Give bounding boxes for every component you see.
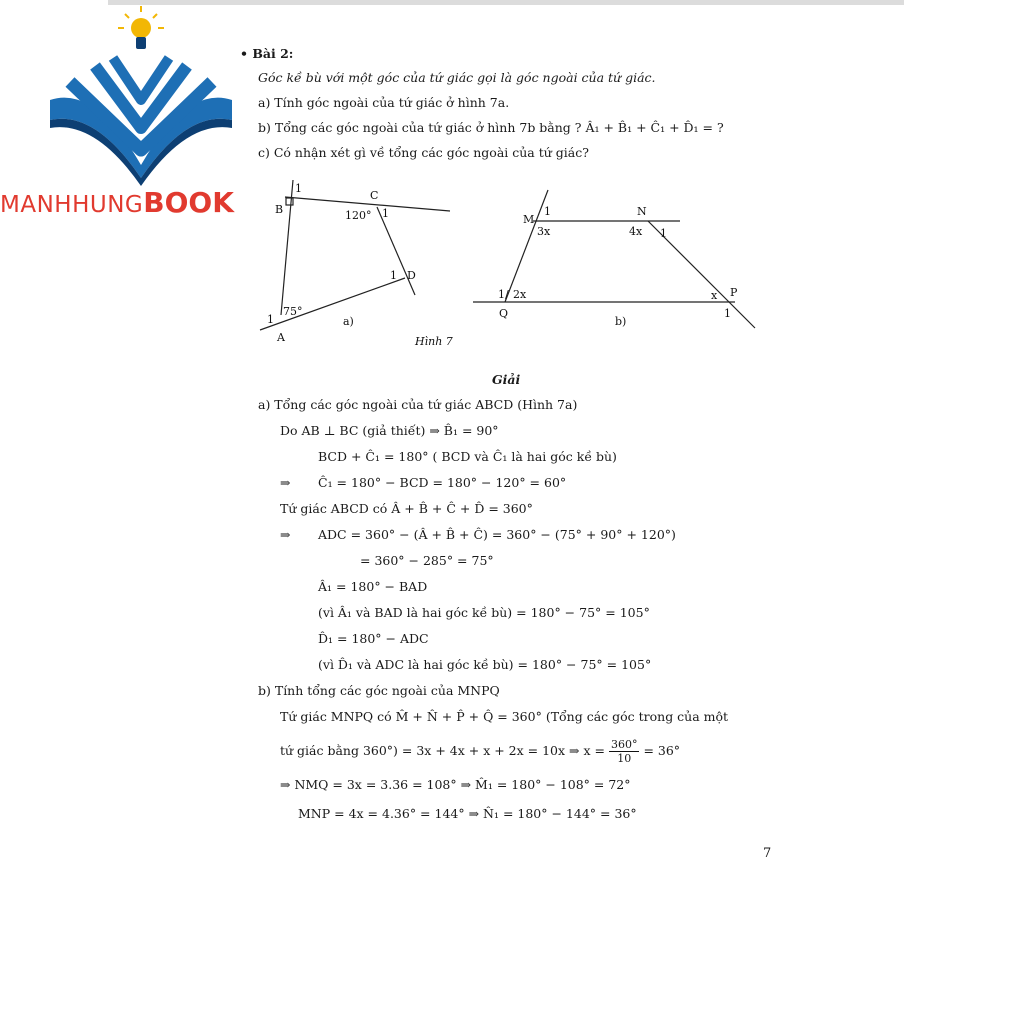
solution-b-line2: tứ giác bằng 360°) = 3x + 4x + x + 2x = 10x ⇒ x = $\frac{360^\circ}{10}$ = 36°: [280, 738, 681, 765]
label-n-one: 1: [660, 227, 667, 240]
open-book-icon: [50, 58, 232, 186]
label-n-angle: 4x: [629, 225, 643, 238]
exercise-intro: Góc kề bù với một góc của tứ giác gọi là góc ngoài của tứ giác.: [258, 70, 656, 85]
solution-heading: Giải: [492, 372, 521, 387]
figure-7: [255, 175, 765, 355]
solution-a-title: a) Tổng các góc ngoài của tứ giác ABCD (Hình 7a): [258, 397, 578, 412]
label-q-angle: 2x: [513, 288, 527, 301]
label-p-angle: x: [711, 289, 718, 302]
label-m-angle: 3x: [537, 225, 551, 238]
solution-a-line2: BCD + Ĉ₁ = 180° ( BCD và Ĉ₁ là hai góc kề bù): [318, 449, 617, 464]
label-m-one: 1: [544, 205, 551, 218]
solution-a-line8: (vì Â₁ và BAD là hai góc kề bù) = 180° − 75° = 105°: [318, 605, 650, 620]
label-q: Q: [499, 307, 509, 320]
figure-b-labels: [498, 205, 738, 328]
label-p: P: [730, 286, 738, 299]
label-b-one: 1: [295, 182, 302, 195]
lightbulb-icon: [118, 6, 164, 49]
solution-b-line4: MNP = 4x = 4.36° = 144° ⇒ N̂₁ = 180° − 144° = 36°: [298, 806, 637, 821]
figure-b-lines: [473, 190, 755, 328]
solution-a-line6: = 360° − 285° = 75°: [360, 553, 494, 568]
label-b: B: [275, 203, 284, 216]
solution-b-title: b) Tính tổng các góc ngoài của MNPQ: [258, 683, 500, 698]
label-c-one: 1: [382, 207, 389, 220]
label-c: C: [370, 189, 379, 202]
solution-a-line1: Do AB ⊥ BC (giả thiết) ⇒ B̂₁ = 90°: [280, 423, 499, 438]
solution-b-line3: ⇒ NMQ = 3x = 3.36 = 108° ⇒ M̂₁ = 180° − 108° = 72°: [280, 777, 631, 792]
label-p-one: 1: [724, 307, 731, 320]
caption-a: a): [343, 315, 354, 328]
brand-name: MANHHUNGBOOK: [0, 186, 234, 219]
solution-a-line4: Tứ giác ABCD có Â + B̂ + Ĉ + D̂ = 360°: [280, 501, 533, 516]
label-n: N: [637, 205, 647, 218]
question-b: b) Tổng các góc ngoài của tứ giác ở hình 7b bằng ? Â₁ + B̂₁ + Ĉ₁ + D̂₁ = ?: [258, 120, 724, 135]
label-m: M: [523, 213, 535, 226]
label-angle-a: 75°: [283, 305, 303, 318]
question-a: a) Tính góc ngoài của tứ giác ở hình 7a.: [258, 95, 510, 110]
label-q-one: 1/: [498, 288, 509, 301]
arrow: ⇒: [280, 475, 291, 490]
label-d-one: 1: [390, 269, 397, 282]
figure-caption: Hình 7: [415, 335, 453, 348]
solution-a-line7: Â₁ = 180° − BAD: [318, 579, 428, 594]
solution-a-line5: ADC = 360° − (Â + B̂ + Ĉ) = 360° − (75° + 90° + 120°): [318, 527, 676, 542]
exercise-title: • Bài 2:: [240, 46, 294, 61]
arrow: ⇒: [280, 527, 291, 542]
solution-a-line9: D̂₁ = 180° − ADC: [318, 631, 429, 646]
solution-a-line10: (vì D̂₁ và ADC là hai góc kề bù) = 180° − 75° = 105°: [318, 657, 652, 672]
solution-a-line3: Ĉ₁ = 180° − BCD = 180° − 120° = 60°: [318, 475, 567, 490]
label-d: D: [407, 269, 416, 282]
solution-b-line1: Tứ giác MNPQ có M̂ + N̂ + P̂ + Q̂ = 360° (Tổng các góc trong của một: [280, 709, 729, 724]
page-number: 7: [763, 846, 772, 861]
label-angle-c: 120°: [345, 209, 372, 222]
label-a-one: 1: [267, 313, 274, 326]
label-a: A: [277, 331, 285, 344]
caption-b: b): [615, 315, 627, 328]
fraction: $\frac{360^\circ}{10}$: [610, 738, 638, 765]
question-c: c) Có nhận xét gì về tổng các góc ngoài của tứ giác?: [258, 145, 589, 160]
